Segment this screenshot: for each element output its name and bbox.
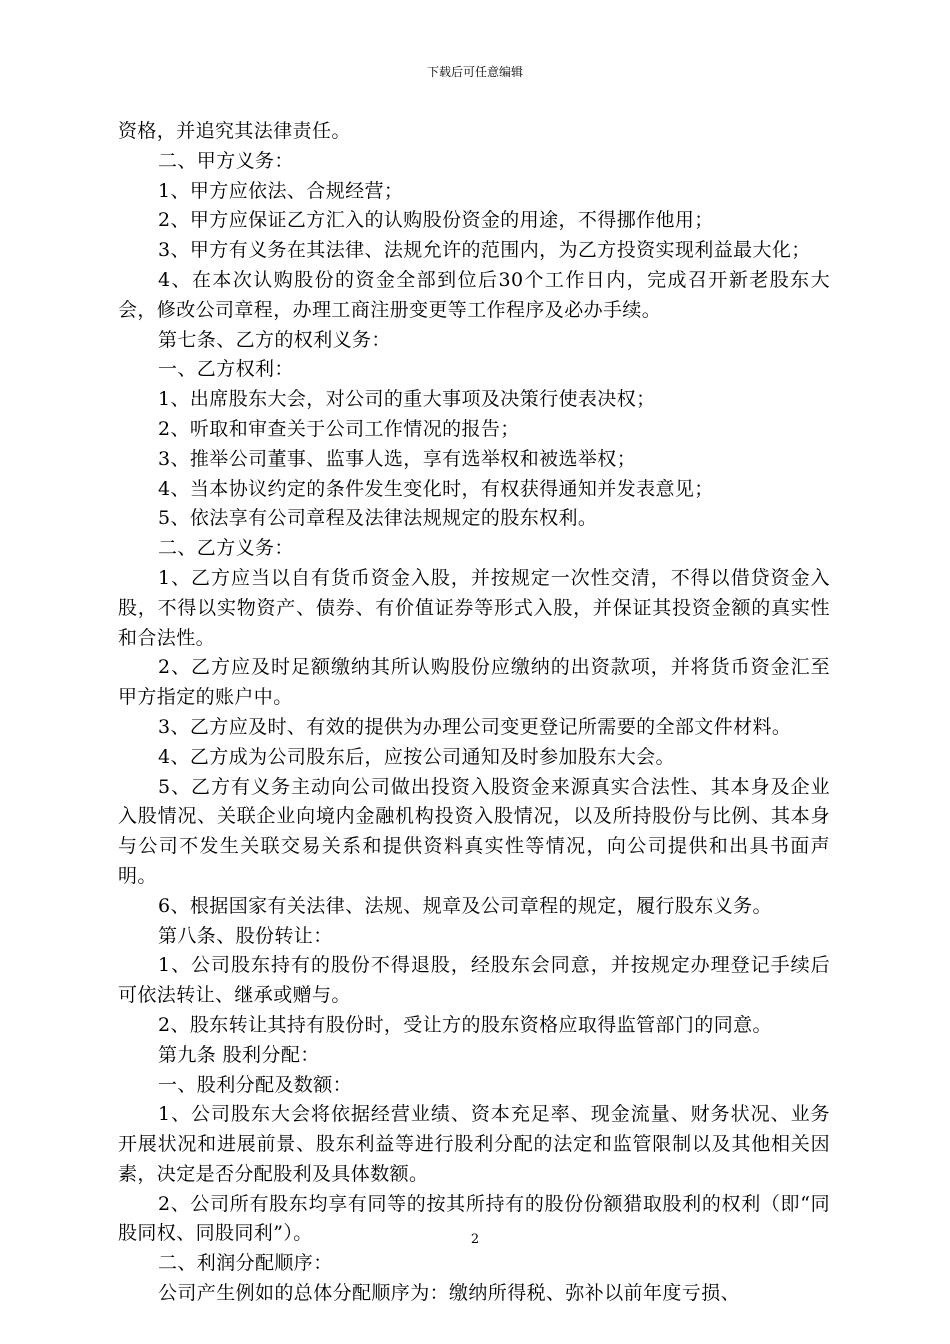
document-body (118, 117, 830, 1309)
paragraph: 第八条、股份转让： (158, 924, 333, 947)
page-number: 2 (470, 1232, 480, 1247)
paragraph: 资格，并追究其法律责任。 (118, 120, 351, 142)
paragraph: 二、甲方义务： (158, 149, 294, 172)
paragraph: 3、甲方有义务在其法律、法规允许的范围内，为乙方投资实现利益最大化； (158, 239, 811, 262)
paragraph: 第七条、乙方的权利义务： (158, 328, 391, 351)
paragraph: 1、公司股东持有的股份不得退股，经股东会同意，并按规定办理登记手续后可依法转让、继承或赠与。 (118, 954, 830, 1007)
paragraph: 第九条 股利分配： (158, 1043, 320, 1066)
paragraph: 1、公司股东大会将依据经营业绩、资本充足率、现金流量、财务状况、业务开展状况和进展前景、股东利益等进行股利分配的法定和监管限制以及其他相关因素，决定是否分配股利及具体数额。 (118, 1103, 830, 1185)
paragraph: 一、股利分配及数额： (158, 1073, 353, 1096)
paragraph: 1、出席股东大会，对公司的重大事项及决策行使表决权； (158, 388, 656, 411)
paragraph: 1、乙方应当以自有货币资金入股，并按规定一次性交清，不得以借贷资金入股，不得以实物资产、债券、有价值证券等形式入股，并保证其投资金额的真实性和合法性。 (118, 566, 830, 649)
paragraph: 2、公司所有股东均享有同等的按其所持有的股份份额猎取股利的权利（即“同股同权、同股同利”）。 (118, 1192, 830, 1245)
paragraph: 2、股东转让其持有股份时，受让方的股东资格应取得监管部门的同意。 (158, 1013, 772, 1036)
paragraph: 4、乙方成为公司股东后，应按公司通知及时参加股东大会。 (158, 745, 675, 768)
paragraph: 6、根据国家有关法律、法规、规章及公司章程的规定，履行股东义务。 (158, 894, 772, 917)
paragraph: 3、乙方应及时、有效的提供为办理公司变更登记所需要的全部文件材料。 (158, 715, 792, 738)
paragraph: 5、乙方有义务主动向公司做出投资入股资金来源真实合法性、其本身及企业入股情况、关联企业向境内金融机构投资入股情况，以及所持股份与比例、其本身与公司不发生关联交易关系和提供资料真实性等情况，向公司提供和出具书面声明。 (118, 775, 830, 887)
paragraph: 4、当本协议约定的条件发生变化时，有权获得通知并发表意见； (158, 477, 714, 500)
paragraph: 二、利润分配顺序： (158, 1252, 333, 1275)
paragraph: 公司产生例如的总体分配顺序为：缴纳所得税、弥补以前年度亏损、 (158, 1282, 741, 1305)
paragraph: 5、依法享有公司章程及法律法规规定的股东权利。 (158, 507, 598, 530)
paragraph: 2、甲方应保证乙方汇入的认购股份资金的用途，不得挪作他用； (158, 209, 714, 232)
paragraph: 2、乙方应及时足额缴纳其所认购股份应缴纳的出资款项，并将货币资金汇至甲方指定的账户中。 (118, 656, 830, 709)
paragraph: 二、乙方义务： (158, 537, 294, 560)
paragraph: 2、听取和审查关于公司工作情况的报告； (158, 417, 520, 440)
page-header: 下载后可任意编辑 (426, 65, 523, 79)
paragraph: 一、乙方权利： (158, 358, 294, 381)
paragraph: 3、推举公司董事、监事人选，享有选举权和被选举权； (158, 447, 637, 470)
paragraph: 4、在本次认购股份的资金全部到位后30个工作日内，完成召开新老股东大会，修改公司章程，办理工商注册变更等工作程序及必办手续。 (118, 268, 830, 321)
paragraph: 1、甲方应依法、合规经营； (158, 179, 404, 202)
